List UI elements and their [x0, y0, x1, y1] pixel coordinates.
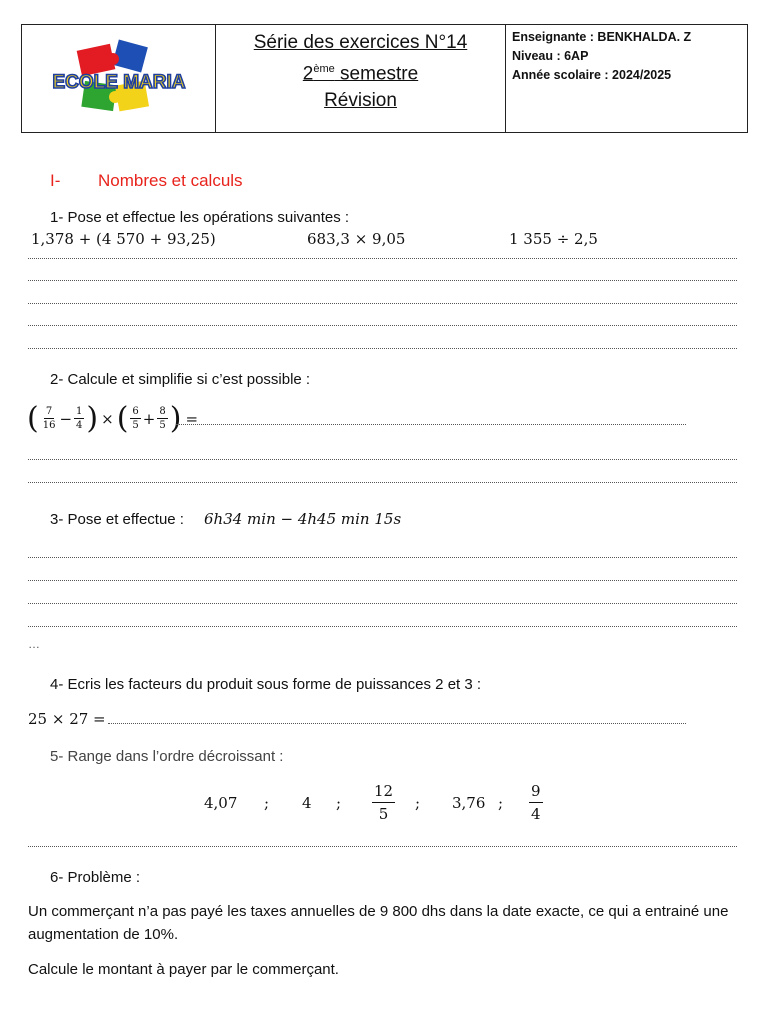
- separator: ;: [498, 794, 504, 812]
- value-4: 3,76: [452, 794, 486, 812]
- value-3: $\frac{12}{5}$: [374, 782, 394, 823]
- answer-line[interactable]: [28, 482, 737, 483]
- worksheet-header: [21, 24, 748, 133]
- school-year: Année scolaire : 2024/2025: [512, 68, 672, 82]
- school-logo: [22, 25, 216, 132]
- question-4: 4- Ecris les facteurs du produit sous forme de puissances 2 et 3 :: [50, 676, 482, 693]
- time-expression: 6h34 min − 4h45 min 15s: [204, 510, 402, 528]
- level: Niveau : 6AP: [512, 49, 589, 63]
- question-6: 6- Problème :: [50, 869, 141, 886]
- svg-text:ECOLE MARIA: ECOLE MARIA: [52, 71, 185, 93]
- value-1: 4,07: [204, 794, 238, 812]
- teacher-info: [506, 25, 747, 132]
- answer-line[interactable]: [28, 557, 737, 558]
- revision-label: Révision: [324, 90, 397, 112]
- question-1: 1- Pose et effectue les opérations suivantes :: [50, 209, 350, 226]
- continuation-dots: …: [28, 637, 40, 651]
- section-title: Nombres et calculs: [98, 171, 243, 190]
- answer-line[interactable]: [28, 626, 737, 627]
- answer-line[interactable]: [28, 280, 737, 281]
- question-3: 3- Pose et effectue :: [50, 511, 184, 528]
- answer-line[interactable]: [28, 603, 737, 604]
- question-2: 2- Calcule et simplifie si c’est possible :: [50, 371, 311, 388]
- answer-line[interactable]: [28, 258, 737, 259]
- teacher-name: Enseignante : BENKHALDA. Z: [512, 30, 692, 44]
- problem-text-line-1: Un commerçant n’a pas payé les taxes annuelles de 9 800 dhs dans la date exacte, ce qui a entrainé une: [28, 903, 729, 920]
- separator: ;: [415, 794, 421, 812]
- answer-line[interactable]: [28, 846, 737, 847]
- value-2: 4: [302, 794, 312, 812]
- answer-line[interactable]: [176, 424, 686, 425]
- worksheet-title-block: [216, 25, 506, 132]
- puzzle-logo-icon: [29, 39, 209, 119]
- separator: ;: [336, 794, 342, 812]
- semester-line: 2ème semestre: [302, 63, 419, 85]
- operation-2: 683,3 × 9,05: [307, 230, 406, 248]
- separator: ;: [264, 794, 270, 812]
- question-5: 5- Range dans l’ordre décroissant :: [50, 748, 284, 765]
- problem-question: Calcule le montant à payer par le commerçant.: [28, 961, 339, 978]
- product-expression: 25 × 27 =: [28, 710, 106, 728]
- answer-line[interactable]: [28, 303, 737, 304]
- answer-line[interactable]: [28, 580, 737, 581]
- answer-line[interactable]: [28, 459, 737, 460]
- section-number: I-: [50, 171, 61, 190]
- answer-line[interactable]: [28, 348, 737, 349]
- operation-3: 1 355 ÷ 2,5: [509, 230, 598, 248]
- operation-1: 1,378 + (4 570 + 93,25): [31, 230, 216, 248]
- fraction-expression: ( $\frac{7}{16}$ − $\frac{1}{4}$ ) × ( $\frac{6}{5}$ + $\frac{8}{5}$ ) =: [27, 401, 199, 436]
- value-5: $\frac{9}{4}$: [531, 782, 541, 823]
- answer-line[interactable]: [108, 723, 686, 724]
- answer-line[interactable]: [28, 325, 737, 326]
- problem-text-line-2: augmentation de 10%.: [28, 926, 179, 943]
- worksheet-title: Série des exercices N°14: [253, 32, 468, 53]
